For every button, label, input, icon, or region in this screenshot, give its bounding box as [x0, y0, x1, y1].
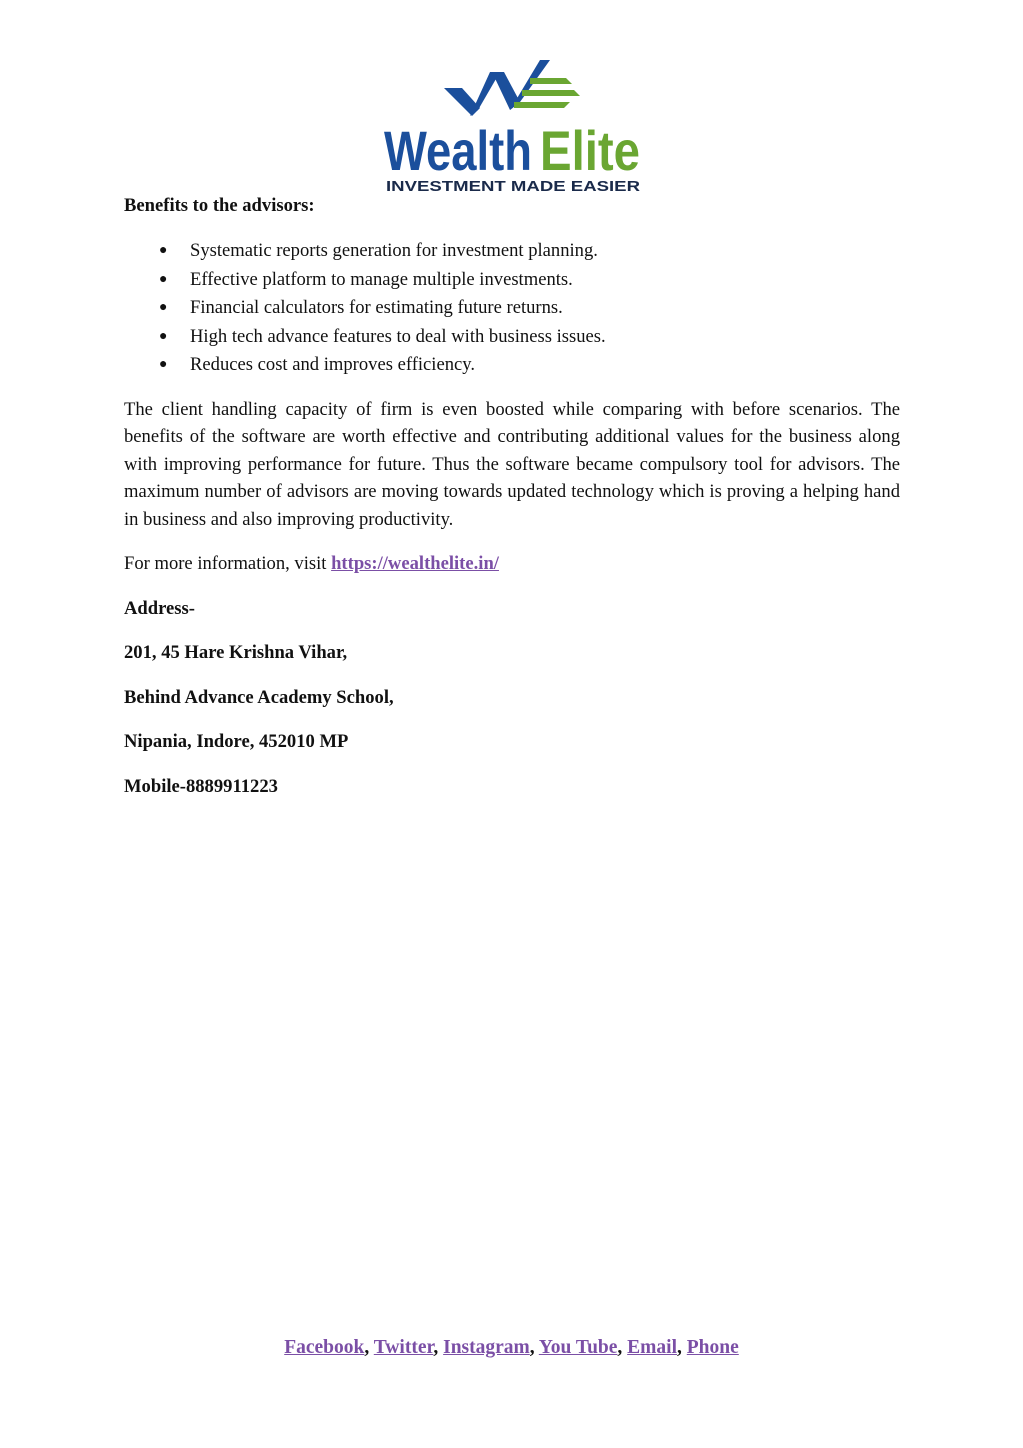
bullet-icon: ●: [159, 300, 168, 316]
list-item: ● High tech advance features to deal with business issues.: [124, 323, 900, 352]
logo-tagline: INVESTMENT MADE EASIER: [386, 178, 641, 195]
address-line-2: Behind Advance Academy School,: [124, 686, 394, 708]
mobile-number: Mobile-8889911223: [124, 775, 278, 797]
list-item: ● Reduces cost and improves efficiency.: [124, 351, 900, 380]
logo-graphic: [382, 58, 644, 194]
email-link[interactable]: Email: [627, 1337, 678, 1358]
logo-stripe-3: [514, 102, 570, 108]
separator: ,: [617, 1337, 628, 1358]
bullet-icon: ●: [159, 271, 168, 287]
bullet-icon: ●: [159, 357, 168, 373]
separator: ,: [433, 1337, 444, 1358]
separator: ,: [364, 1337, 374, 1358]
more-info-prefix: For more information, visit: [124, 553, 332, 575]
facebook-link[interactable]: Facebook: [284, 1337, 365, 1358]
separator: ,: [677, 1337, 687, 1358]
bullet-icon: ●: [159, 328, 168, 344]
benefits-list: [124, 237, 900, 380]
logo-word-wealth: Wealth: [384, 119, 532, 182]
instagram-link[interactable]: Instagram: [443, 1337, 530, 1358]
address-line-3: Nipania, Indore, 452010 MP: [124, 731, 349, 753]
logo-stripe-1: [530, 78, 572, 84]
logo-stripe-2: [522, 90, 580, 96]
address-label: Address-: [124, 597, 195, 619]
phone-link[interactable]: Phone: [686, 1337, 739, 1358]
list-item: ● Effective platform to manage multiple investments.: [124, 266, 900, 295]
benefits-heading: Benefits to the advisors:: [124, 195, 315, 216]
more-info-line: [124, 550, 900, 578]
wealth-elite-logo: [382, 58, 644, 194]
footer-links: [0, 1337, 1023, 1359]
body-paragraph: The client handling capacity of firm is even boosted while comparing with before scenarios. The benefits of the software are worth effective and contributing additional values for the business along with improving performance for future. Thus the software became compulsory tool for advisors. The maximum number of advisors are moving towards updated technology which is proving a helping hand in business and also improving productivity.: [124, 398, 900, 530]
twitter-link[interactable]: Twitter: [373, 1337, 434, 1358]
website-link[interactable]: https://wealthelite.in/: [331, 553, 499, 575]
logo-word-elite: Elite: [540, 119, 640, 182]
address-line-1: 201, 45 Hare Krishna Vihar,: [124, 642, 348, 664]
bullet-icon: ●: [159, 243, 168, 258]
list-item: ● Systematic reports generation for investment planning.: [124, 237, 900, 266]
list-item: ● Financial calculators for estimating future returns.: [124, 294, 900, 323]
youtube-link[interactable]: You Tube: [538, 1337, 618, 1358]
separator: ,: [529, 1337, 539, 1358]
document-body: [124, 192, 900, 817]
